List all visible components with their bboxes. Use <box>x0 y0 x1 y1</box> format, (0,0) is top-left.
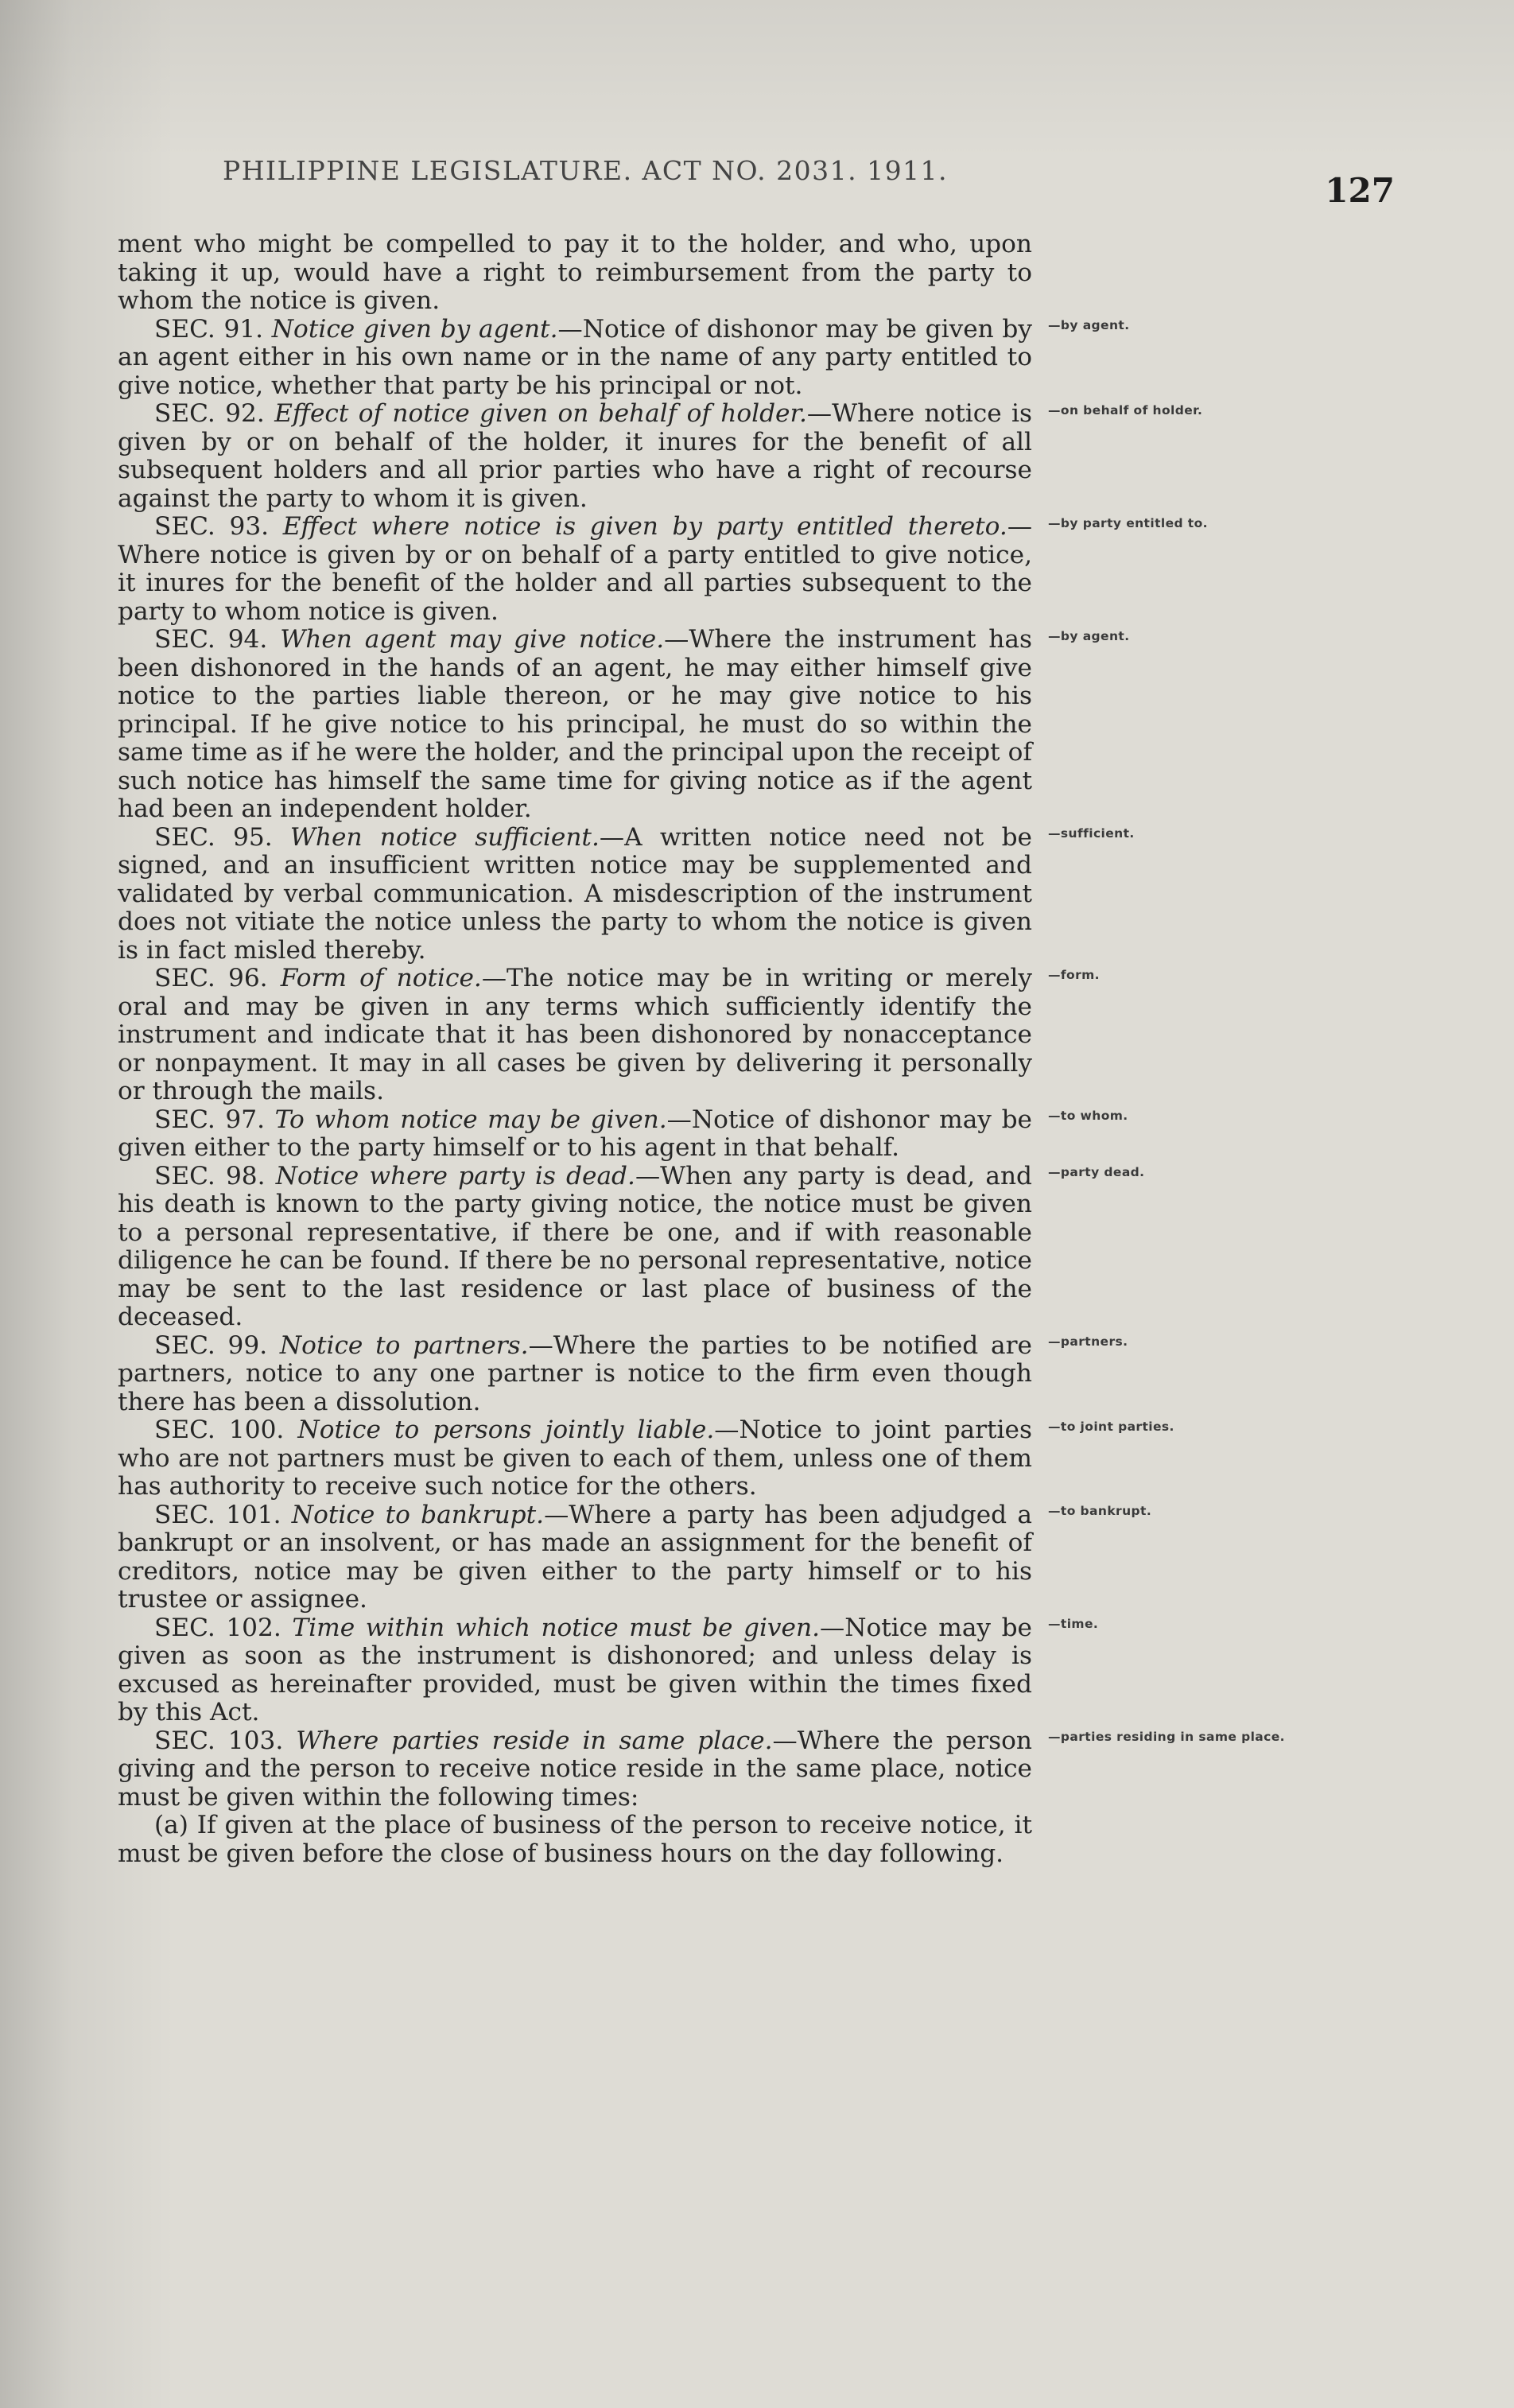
section-103 <box>118 1726 1285 1812</box>
section-98 <box>118 1161 1145 1332</box>
margin-note: —to bankrupt. <box>1048 1504 1152 1519</box>
margin-note: —on behalf of holder. <box>1048 402 1203 418</box>
section-title: When notice sufficient. <box>289 822 600 852</box>
section-body: —Where the parties to be notified are partners, notice to any one partner is notice to the firm even though there has been a dissolution. <box>118 1330 1032 1416</box>
margin-note: —party dead. <box>1048 1165 1145 1180</box>
section-number: SEC. 91. <box>154 314 264 344</box>
margin-note: —parties residing in same place. <box>1048 1730 1285 1745</box>
paragraph-body: ment who might be compelled to pay it to the holder, and who, upon taking it up, would have a right to reimbursement from the party to whom the notice is given. <box>118 230 1032 315</box>
margin-note: —to joint parties. <box>1048 1419 1174 1434</box>
section-title: Effect of notice given on behalf of holder. <box>274 399 807 428</box>
running-head: PHILIPPINE LEGISLATURE. ACT NO. 2031. 1911. <box>223 155 949 186</box>
section-body: —Where a party has been adjudged a bankrupt or an insolvent, or has made an assignment for the benefit of creditors, notice may be given either to the party himself or to his trustee or assignee. <box>118 1500 1032 1614</box>
section-number: SEC. 102. <box>154 1613 281 1642</box>
section-body: —Notice may be given as soon as the instrument is dishonored; and unless delay is excused as hereinafter provided, must be given within the times fixed by this Act. <box>118 1613 1032 1726</box>
section-body: —Notice to joint parties who are not partners must be given to each of them, unless one of them has authority to receive such notice for the others. <box>118 1416 1032 1501</box>
margin-note: —partners. <box>1048 1334 1128 1350</box>
section-number: SEC. 94. <box>154 625 268 654</box>
section-title: Notice where party is dead. <box>275 1161 635 1190</box>
margin-note: —by party entitled to. <box>1048 515 1208 530</box>
section-95 <box>118 822 1135 965</box>
paragraph-body: (a) If given at the place of business of the person to receive notice, it must be given before the close of business hours on the day following. <box>118 1811 1032 1868</box>
margin-note: —sufficient. <box>1048 826 1135 841</box>
section-number: SEC. 92. <box>154 399 265 428</box>
section-94 <box>118 625 1130 824</box>
margin-note: —to whom. <box>1048 1109 1128 1124</box>
section-title: To whom notice may be given. <box>274 1105 667 1134</box>
section-number: SEC. 95. <box>154 822 273 852</box>
section-title: Notice to persons jointly liable. <box>297 1416 715 1444</box>
section-body: —A written notice need not be signed, and an insufficient written notice may be supplemented and validated by verbal communication. A misdescription of the instrument does not vitiate the notice unless the party to whom the notice is given is in fact misled thereby. <box>118 822 1032 965</box>
section-title: Time within which notice must be given. <box>292 1613 821 1642</box>
section-100 <box>118 1416 1174 1501</box>
paragraph-continuation <box>118 231 1032 316</box>
margin-note: —by agent. <box>1048 318 1130 333</box>
margin-note: —time. <box>1048 1617 1099 1632</box>
section-97 <box>118 1105 1128 1163</box>
section-body: —When any party is dead, and his death is known to the party giving notice, the notice must be given to a personal representative, if there be one, and if with reasonable diligence he can be found. If there be no personal representative, notice may be sent to the last residence or last place of business of the deceased. <box>118 1161 1033 1331</box>
section-title: Notice to partners. <box>279 1330 529 1360</box>
body-text <box>118 230 1285 1868</box>
section-body: —Notice of dishonor may be given by an agent either in his own name or in the name of any party entitled to give notice, whether that party be his principal or not. <box>118 314 1032 400</box>
section-title: When agent may give notice. <box>280 625 665 654</box>
section-number: SEC. 93. <box>154 512 270 541</box>
section-title: Notice to bankrupt. <box>291 1500 545 1529</box>
margin-note: —by agent. <box>1048 628 1130 643</box>
section-number: SEC. 98. <box>154 1161 266 1190</box>
section-number: SEC. 103. <box>154 1726 284 1755</box>
section-99 <box>118 1330 1128 1417</box>
section-number: SEC. 97. <box>154 1105 266 1134</box>
section-title: Form of notice. <box>280 964 482 992</box>
section-body: —Notice of dishonor may be given either to the party himself or to his agent in that behalf. <box>118 1105 1032 1162</box>
section-93 <box>118 512 1208 626</box>
section-number: SEC. 96. <box>154 964 268 992</box>
section-102 <box>118 1613 1099 1727</box>
section-96 <box>118 964 1100 1106</box>
margin-note: —form. <box>1048 967 1100 982</box>
page-number: 127 <box>1325 171 1395 210</box>
section-101 <box>118 1500 1152 1614</box>
section-number: SEC. 99. <box>154 1330 268 1360</box>
section-body: —Where notice is given by or on behalf of the holder, it inures for the benefit of all subsequent holders and all prior parties who have a right of recourse against the party to whom it is given. <box>118 399 1032 513</box>
section-92 <box>118 399 1203 513</box>
section-number: SEC. 101. <box>154 1500 281 1529</box>
section-91 <box>118 314 1130 401</box>
section-body: —Where the person giving and the person to receive notice reside in the same place, notice must be given within the following times: <box>118 1726 1032 1812</box>
section-number: SEC. 100. <box>154 1416 285 1444</box>
section-title: Where parties reside in same place. <box>296 1726 773 1755</box>
subsection-a <box>118 1812 1032 1868</box>
section-body: —The notice may be in writing or merely oral and may be given in any terms which sufficiently identify the instrument and indicate that it has been dishonored by nonacceptance or nonpayment. It may in all cases be given by delivering it personally or through the mails. <box>118 964 1032 1105</box>
section-body: —Where the instrument has been dishonored in the hands of an agent, he may either himself give notice to the parties liable thereon, or he may give notice to his principal. If he give notice to his principal, he must do so within the same time as if he were the holder, and the principal upon the receipt of such notice has himself the same time for giving notice as if the agent had been an independent holder. <box>118 625 1032 823</box>
section-title: Effect where notice is given by party entitled thereto. <box>282 512 1007 541</box>
section-body: — Where notice is given by or on behalf of a party entitled to give notice, it inures for the benefit of the holder and all parties subsequent to the party to whom notice is given. <box>118 512 1032 626</box>
section-title: Notice given by agent. <box>271 314 558 344</box>
